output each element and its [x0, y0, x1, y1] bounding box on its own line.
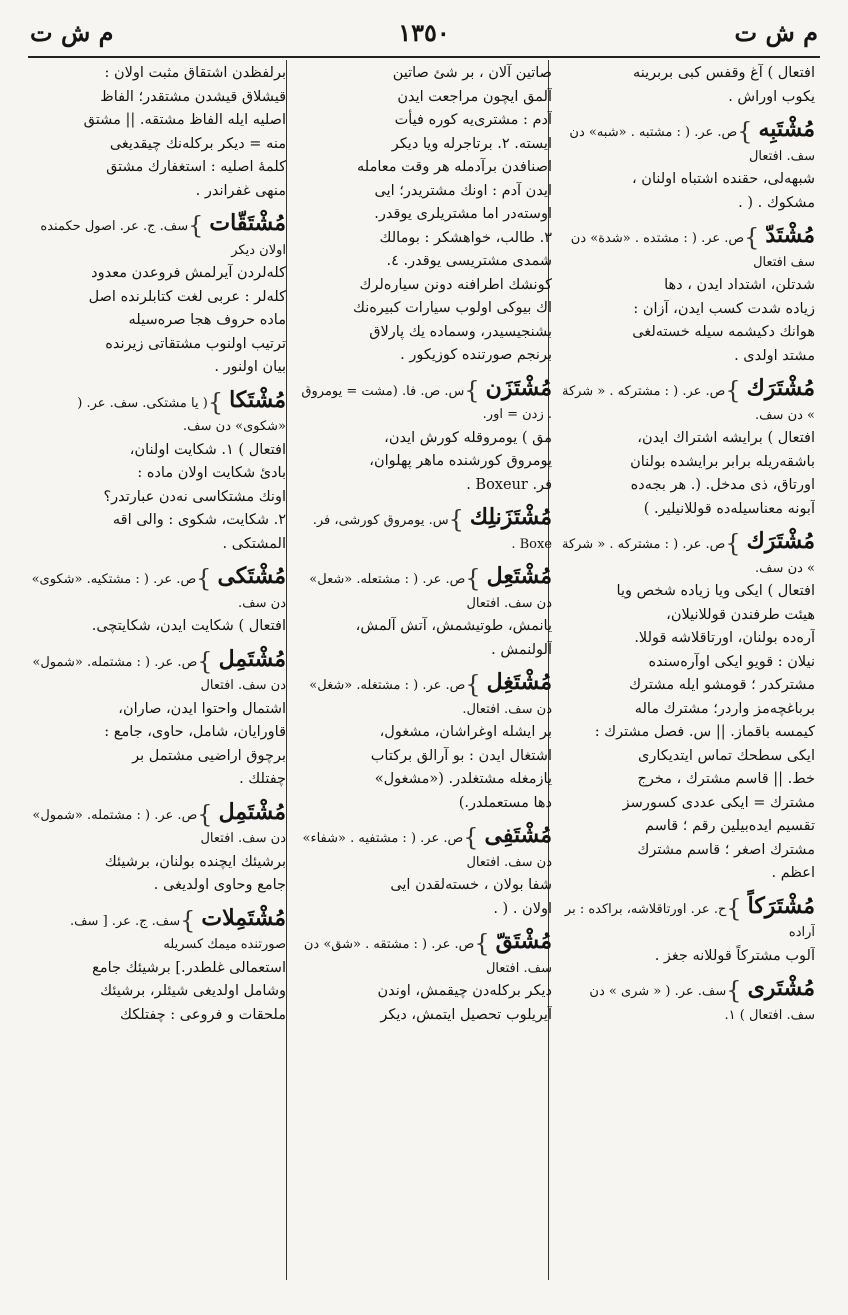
- entry-line: كلمهٔ اصليه : استغفارك مشتق: [106, 159, 286, 175]
- entry-grammar: ص. عر. ( : مشتقه . «شق» دن سف. افتعال: [303, 937, 552, 976]
- dictionary-entry: [294, 561, 552, 662]
- entry-line: ايكى سطحك تماس ايتديكارى: [637, 747, 815, 764]
- header-letters-right: م ش ت: [734, 17, 818, 47]
- entry-line: برلفظدن اشتقاق مثبت اولان :: [104, 65, 286, 81]
- entry-headword: مُشْتَغِل: [486, 669, 552, 695]
- entry-headword: مُشْتَدّ: [765, 222, 815, 248]
- entry-grammar: س. ص. فا. (مشت = يومروق . زدن = اور.: [301, 383, 552, 422]
- entry-line: ملحقات و فروعى : چفتلكك: [119, 1006, 286, 1023]
- brace-glyph: }: [726, 893, 742, 922]
- brace-glyph: }: [188, 211, 204, 240]
- entry-line: ايسته. ٢. برتاجرله ويا ديكر: [391, 135, 552, 152]
- entry-line: دها مستعملدر.): [458, 794, 552, 811]
- entry-line: مشكوك . ( .: [738, 194, 815, 211]
- entry-line: آلوب مشتركاً قوللانه جغز .: [654, 947, 815, 964]
- dictionary-entry: [557, 373, 815, 521]
- entry-line: قاورايان، شامل، حاوى، جامع :: [104, 724, 286, 740]
- entry-headword: مُشْتَرَك: [746, 375, 815, 401]
- entry-headword: مُشْتَمِل: [218, 798, 286, 825]
- brace-glyph: }: [465, 564, 481, 593]
- entry-line: مشتد اولدى .: [734, 347, 815, 364]
- brace-glyph: }: [207, 387, 224, 416]
- entry-line: استعمالى غلطدر.] برشيئك جامع: [92, 959, 286, 976]
- brace-glyph: }: [474, 929, 490, 958]
- brace-glyph: }: [463, 823, 479, 852]
- entry-line: برباغچه‌مز واردر؛ مشترك ماله: [634, 700, 815, 717]
- dictionary-entry: [557, 526, 815, 886]
- entry-grammar: ص. عر. ( : مشتمله. «شمول» دن سف. افتعال: [32, 654, 286, 693]
- entry-grammar: س. يومروق كورشى، فر. Boxe .: [312, 513, 552, 552]
- entry-line: نيلان : قويو ايكى اوآره‌سنده: [648, 653, 815, 670]
- entry-headword: مُشْتَرى: [747, 975, 815, 1001]
- entry-line: مشترك اصغر ؛ قاسم مشترك: [637, 841, 815, 858]
- entry-line: برنجم صورتنده كوزيكور .: [400, 347, 552, 363]
- entry-line: كله‌لر : عربى لغت كتابلرنده اصل: [88, 288, 286, 305]
- entry-line: كله‌لردن آيرلمش فروعدن معدود: [91, 265, 286, 281]
- entry-line: تقسيم ايده‌بيلين رقم ؛ قاسم: [644, 818, 815, 834]
- entry-grammar: ح. عر. اورتاقلاشه، براكده : بر آراده: [564, 901, 815, 940]
- dictionary-entry: [28, 385, 286, 557]
- entry-line: يومروق كورشنده ماهر پهلوان،: [369, 453, 552, 469]
- entry-line: المشتكى .: [222, 535, 286, 552]
- brace-glyph: }: [448, 505, 464, 534]
- entry-line: ٢. شكايت، شكوى : والى اقه: [112, 512, 286, 528]
- entry-line: وشامل اولديغى شيئلر، برشيئك: [100, 983, 286, 999]
- entry-line: اشتمال واحتوا ايدن، صاران،: [118, 700, 286, 717]
- entry-line: هيئت طرفندن قوللانيلان،: [666, 606, 815, 623]
- entry-grammar: ( يا مشتكى. سف. عر. ( «شكوى» دن سف.: [77, 395, 286, 434]
- dictionary-entry: [28, 561, 286, 639]
- header-letters-left: م ش ت: [30, 17, 114, 47]
- entry-line: آبونه معناسيله‌ده قوللانيلير. ): [643, 500, 815, 517]
- header-rule: [28, 56, 820, 58]
- entry-line: باشقه‌ريله برابر برايشده بولنان: [630, 453, 815, 470]
- entry-line: اصليه ايله الفاظ مشتقه. || مشتق: [83, 112, 286, 128]
- entry-grammar: سف. عر. ( « شرى » دن سف. افتعال ) ١.: [589, 984, 815, 1023]
- dictionary-entry: [557, 891, 815, 969]
- entry-grammar: ص. عر. ( : مشتكيه. «شكوى» دن سف.: [31, 572, 286, 611]
- dictionary-entry: [294, 820, 552, 921]
- entry-line: افتعال ) شكايت ايدن، شكايتچى.: [91, 618, 286, 634]
- entry-line: اك بيوكى اولوب سيارات كبيره‌نك: [352, 300, 552, 316]
- entry-line: جامع وحاوى اولديغى .: [153, 877, 286, 893]
- brace-glyph: }: [744, 223, 760, 252]
- entry-line: اصنافدن برآدمله هر وقت معامله: [357, 159, 552, 175]
- entry-grammar: سف. ج. عر. [ سف. صورتنده ميمك كسريله: [69, 913, 286, 952]
- dictionary-entry: [294, 502, 552, 556]
- entry-line: ديكر بركله‌دن چيقمش، اوندن: [377, 983, 552, 999]
- entry-line: چفتلك .: [239, 771, 286, 787]
- dictionary-entry: [557, 220, 815, 368]
- brace-glyph: }: [726, 976, 742, 1005]
- entry-line: كيمسه باقماز. || س. فصل مشترك :: [594, 724, 815, 740]
- dictionary-entry: [557, 114, 815, 215]
- brace-glyph: }: [725, 529, 741, 558]
- entry-line: اوسته‌در اما مشتريلرى يوقدر.: [374, 206, 552, 222]
- entry-line: بيان اولنور .: [214, 359, 286, 375]
- entry-line: بادئ شكايت اولان ماده :: [137, 465, 286, 481]
- entry-line: بر ايشله اوغراشان، مشغول،: [379, 724, 552, 740]
- brace-glyph: }: [196, 564, 212, 593]
- entry-headword: مُشْتَرَك: [746, 528, 815, 554]
- dictionary-entry: [28, 62, 286, 203]
- entry-line: افتعال ) آغ وقفس كبى بربرينه: [632, 65, 815, 81]
- column-right: [557, 62, 815, 1277]
- brace-glyph: }: [465, 670, 481, 699]
- entry-line: ماده حروف هجا صره‌سيله: [128, 312, 286, 328]
- dictionary-entry: [557, 62, 815, 109]
- entry-line: يكوب اوراش .: [728, 88, 815, 105]
- dictionary-entry: [294, 667, 552, 815]
- entry-line: اولان . ( .: [493, 900, 552, 917]
- column-left: [28, 62, 286, 1277]
- entry-line: آيريلوب تحصيل ايتمش، ديكر: [380, 1006, 552, 1023]
- entry-line: هوانك دكيشمه سيله خسته‌لغى: [632, 324, 815, 340]
- dictionary-entry: [28, 208, 286, 380]
- entry-grammar: ص. عر. ( : مشتمله. «شمول» دن سف. افتعال: [32, 807, 286, 846]
- entry-line: ترتيب اولنوب مشتقاتى زيرنده: [105, 335, 286, 352]
- entry-headword: مُشْتَزَنلِك: [469, 504, 552, 530]
- entry-line: يازمغله مشتغلدر. («مشغول»: [374, 771, 552, 787]
- dictionary-entry: [294, 373, 552, 498]
- entry-line: يانمش، طوتيشمش، آتش آلمش،: [355, 618, 552, 634]
- entry-line: مق ) يومروقله كورش ايدن،: [384, 429, 552, 446]
- brace-glyph: }: [464, 375, 480, 404]
- column-middle: [294, 62, 552, 1277]
- entry-line: خط. || قاسم مشترك ، مخرج: [637, 771, 815, 787]
- entry-line: ايدن آدم : اونك مشتريدر؛ ايى: [374, 182, 552, 199]
- entry-line: آره‌ده بولنان، اورتاقلاشه قوللا.: [634, 630, 815, 646]
- entry-headword: مُشْتَفِى: [484, 822, 552, 848]
- entry-grammar: ص. عر. ( : مشتعله. «شعل» دن سف. افتعال: [309, 572, 552, 611]
- entry-line: آلمق ايچون مراجعت ايدن: [397, 88, 552, 105]
- entry-line: افتعال ) برايشه اشتراك ايدن،: [637, 430, 815, 446]
- entry-grammar: ص. عر. ( : مشتده . «شدة» دن سف افتعال: [570, 231, 815, 270]
- entry-headword: مُشْتَمِلات: [201, 904, 286, 931]
- entry-line: افتعال ) ايكى ويا زياده شخص ويا: [616, 583, 815, 599]
- dictionary-entry: [28, 903, 286, 1028]
- entry-line: اشتغال ايدن : بو آرالق بركتاب: [370, 747, 552, 764]
- entry-headword: مُشْتَقّات: [209, 210, 286, 236]
- entry-grammar: سف. ج. عر. اصول حكمنده اولان ديكر: [40, 219, 286, 258]
- entry-grammar: ص. عر. ( : مشتركه . « شركة » دن سف.: [561, 537, 815, 576]
- dictionary-entry: [28, 644, 286, 792]
- dictionary-entry: [294, 926, 552, 1027]
- dictionary-entry: [557, 973, 815, 1027]
- entry-line: شبهه‌لى، حقنده اشتباه اولنان ،: [632, 171, 815, 187]
- entry-line: بشنجيسيدر، وسماده يك پارلاق: [369, 323, 552, 340]
- entry-line: صاتين آلان ، بر شئ صاتين: [392, 65, 552, 81]
- entry-line: قيشلاق قيشدن مشتقدر؛ الفاظ: [100, 88, 286, 105]
- entry-line: منهى غفراندر .: [195, 182, 286, 199]
- entry-line: شفا بولان ، خسته‌لقدن ايى: [390, 877, 552, 893]
- entry-grammar: ص. عر. ( : مشتغله. «شغل» دن سف. افتعال.: [309, 678, 552, 717]
- entry-line: برشيئك ايچنده بولنان، برشيئك: [104, 853, 286, 870]
- entry-headword: مُشْتَكا: [229, 386, 286, 413]
- entry-line: كونشك اطرافنه دونن سياره‌لرك: [359, 276, 552, 293]
- entry-headword: مُشْتَرَكاً: [747, 892, 815, 919]
- entry-line: شمدى مشتريسى يوقدر. ٤.: [386, 253, 552, 269]
- entry-headword: مُشْتَزَن: [485, 374, 552, 401]
- page-number: ١٣٥٠: [398, 17, 450, 47]
- entry-line: مشترك = ايكى عددى كسورسز: [622, 794, 815, 811]
- entry-line: اونك مشتكاسى نه‌دن عبارتدر؟: [103, 488, 286, 505]
- entry-line: ٣. طالب، خواهشكر : بومالك: [379, 229, 552, 246]
- brace-glyph: }: [180, 905, 196, 934]
- brace-glyph: }: [197, 799, 213, 828]
- brace-glyph: }: [197, 646, 213, 675]
- brace-glyph: }: [725, 376, 741, 405]
- entry-line: برچوق اراضيى مشتمل بر: [132, 747, 286, 764]
- entry-headword: مُشْتَمِل: [218, 645, 286, 672]
- column-divider: [286, 60, 287, 1280]
- entry-headword: مُشْتَعِل: [486, 563, 552, 589]
- entry-line: اورتاق، ذى مدخل. (. هر بجه‌ده: [630, 477, 815, 493]
- entry-grammar: ص. عر. ( : مشتركه . « شركة » دن سف.: [561, 384, 815, 423]
- entry-line: زياده شدت كسب ايدن، آزان :: [633, 300, 815, 317]
- entry-line: فر. Boxeur .: [466, 476, 552, 493]
- entry-headword: مُشْتَبِه: [758, 116, 815, 142]
- entry-grammar: ص. عر. ( : مشتبه . «شبه» دن سف. افتعال: [569, 125, 815, 164]
- entry-headword: مُشْتَقّ: [495, 928, 552, 954]
- dictionary-entry: [294, 62, 552, 368]
- entry-line: آدم : مشترى‌يه كوره فيأت: [394, 112, 552, 128]
- brace-glyph: }: [737, 117, 753, 146]
- entry-line: افتعال ) ١. شكايت اولنان،: [129, 441, 286, 458]
- entry-grammar: ص. عر. ( : مشتفيه . «شفاء» دن سف. افتعال: [302, 831, 552, 870]
- entry-line: آلولنمش .: [491, 641, 552, 658]
- entry-line: مشتركدر ؛ قومشو ايله مشترك: [629, 677, 815, 693]
- entry-line: شدتلن، اشتداد ايدن ، دها: [664, 277, 815, 293]
- page-header: [30, 14, 818, 50]
- entry-headword: مُشْتَكى: [217, 563, 286, 589]
- entry-line: منه = ديكر بركله‌نك چيقديغى: [109, 135, 286, 152]
- entry-line: اعظم .: [771, 865, 815, 881]
- dictionary-entry: [28, 797, 286, 898]
